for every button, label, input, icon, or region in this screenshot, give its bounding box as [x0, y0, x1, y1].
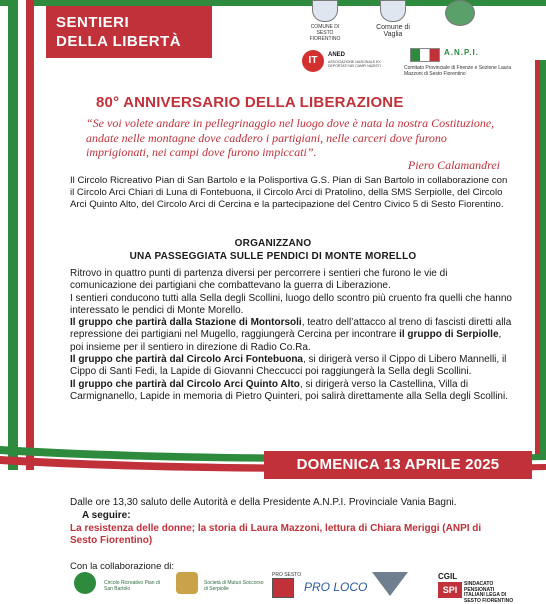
body-paragraph: Ritrovo in quattro punti di partenza diversi per percorrere i sentieri che furono le vie di comunicazione dei partigiani che combattevano la guerra di Liberazione. [70, 268, 448, 292]
left-red-stripe [26, 0, 34, 470]
follow-label: A seguire: [82, 510, 131, 521]
walk-description [70, 268, 514, 403]
partner-pro-loco: PRO LOCO [304, 580, 368, 594]
partner-cai [372, 572, 408, 596]
quote: “Se voi volete andare in pellegrinaggio nel luogo dove è nata la nostra Costituzione, andate nelle montagne dove caddero i partigiani, nelle carceri dove furono imprigionati, nei campi dove furono impiccati”. [86, 116, 495, 159]
mountain-logo-icon [372, 572, 408, 596]
banner-line-2: DELLA LIBERTÀ [56, 33, 182, 50]
group-montorsoli: Il gruppo che partirà dalla Stazione di Montorsoli, teatro dell’attacco al treno di fascisti diretti alla repressione dei partigiani nel Mugello, raggiungerà Cercina per incontrare il gruppo di Serpiolle, poi insieme per il sentiero in direzione di Radio Co.Ra. [70, 317, 512, 353]
logo-vaglia: Comune di Vaglia [368, 0, 418, 38]
afternoon-greeting: Dalle ore 13,30 saluto delle Autorità e della Presidente A.N.P.I. Provinciale Vania Bagni. [70, 497, 457, 508]
left-green-stripe [8, 0, 18, 470]
flag-icon [410, 48, 440, 62]
group-fontebuona: Il gruppo che partirà dal Circolo Arci Fontebuona, si dirigerà verso il Cippo di Libero Mannelli, il Cippo di Santi Fedi, la Lapide di Giovanni Checcucci poi raggiungerà la Sella degli Scollini. [70, 354, 507, 378]
banner-line-1: SENTIERI [56, 14, 130, 31]
crest-icon [312, 0, 338, 22]
partner-cgil-spi: CGIL SPI SINDACATO PENSIONATI ITALIANI LEGA DI SESTO FIORENTINO [438, 572, 514, 604]
crest-icon [380, 0, 406, 22]
shield-logo-icon [272, 578, 294, 598]
organize-line-2: UNA PASSEGGIATA SULLE PENDICI DI MONTE MORELLO [129, 251, 417, 262]
partner-sms-serpiolle: Società di Mutuo Soccorso di Serpiolle [176, 572, 198, 594]
left-white-stripe [18, 0, 26, 470]
organize-line-1: ORGANIZZANO [234, 238, 312, 249]
headline: 80° ANNIVERSARIO DELLA LIBERAZIONE [96, 94, 404, 111]
event-reading: La resistenza delle donne; la storia di Laura Mazzoni, lettura di Chiara Meriggi (ANPI di Sesto Fiorentino) [70, 523, 482, 546]
logo-aned: IT ANED ASSOCIAZIONE NAZIONALE EX DEPORTATI NEI CAMPI NAZISTI [302, 50, 382, 80]
circle-logo-icon [74, 572, 96, 594]
logo-sesto-fiorentino: COMUNE DI SESTO FIORENTINO [306, 0, 344, 42]
logo-anpi: A.N.P.I. Comitato Provinciale di Firenze e Sezione Laura Mazzoni di Sesto Fiorentino [404, 48, 511, 77]
body-paragraph: I sentieri conducono tutti alla Sella degli Scollini, luogo dello scontro più cruento fra quelli che hanno interessato le pendici di Monte Morello. [70, 292, 512, 316]
event-date: DOMENICA 13 APRILE 2025 [264, 451, 532, 479]
collaboration-label: Con la collaborazione di: [70, 561, 175, 572]
aned-badge: IT [302, 50, 324, 72]
crest-icon [445, 0, 475, 26]
logo-municipal-3 [440, 0, 480, 26]
intro-paragraph: Il Circolo Ricreativo Pian di San Bartolo e la Polisportiva G.S. Pian di San Bartolo in collaborazione con il Circolo Arci Chiari di Luna di Fontebuona, il Circolo Arci di Pratolino, della SMS Serpiolle, del Circolo Arci Quinto Alto, del Circolo Arci di Cercina e la partecipazione del Centro Civico 5 di Sesto Fiorentino. [70, 175, 508, 210]
partner-pro-sesto: PRO SESTO [272, 572, 301, 598]
tree-logo-icon [176, 572, 198, 594]
title-banner [46, 6, 212, 58]
partner-circolo-ricreativo: Circolo Ricreativo Pian di San Bartolo [74, 572, 96, 594]
quote-author: Piero Calamandrei [407, 158, 500, 172]
group-quinto-alto: Il gruppo che partirà dal Circolo Arci Quinto Alto, si dirigerà verso la Castellina, Villa di Carmignanello, Lapide in memoria di Pietro Quinteri, poi salirà direttamente alla Sella degli Scollini. [70, 378, 508, 402]
